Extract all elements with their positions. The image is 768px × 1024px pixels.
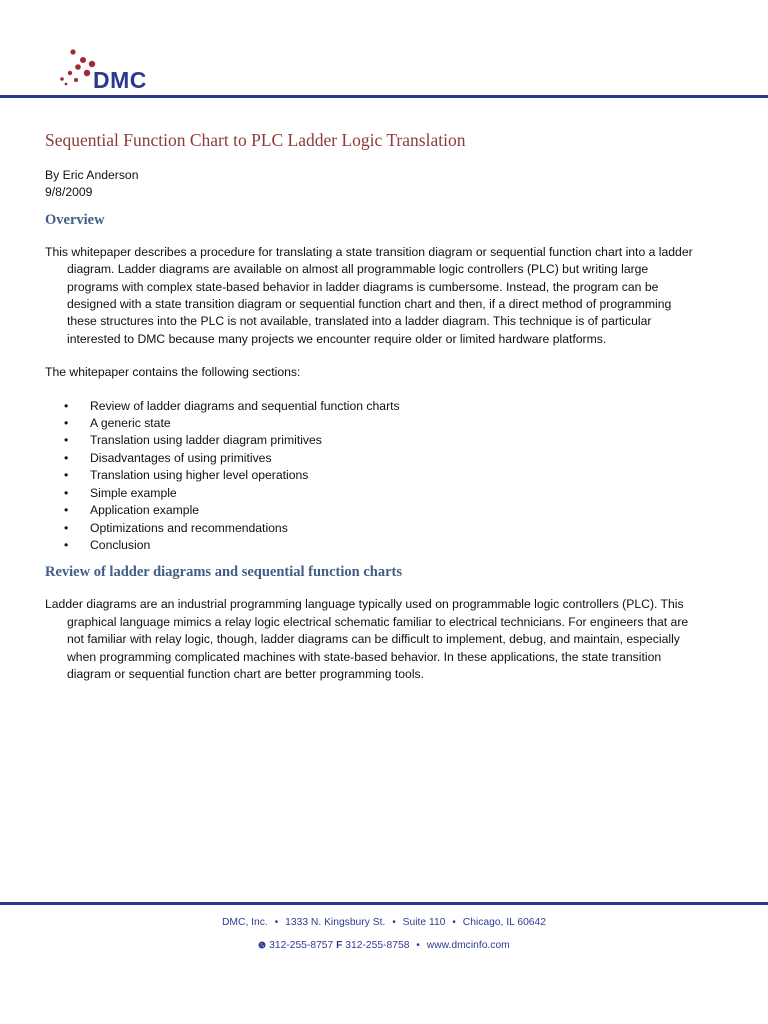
- bullet-icon: •: [64, 537, 69, 552]
- city: Chicago, IL 60642: [462, 917, 546, 928]
- footer-rule: [0, 902, 768, 905]
- separator: •: [392, 917, 396, 928]
- list-item: [45, 467, 695, 484]
- list-item: [45, 485, 695, 502]
- sections-intro: The whitepaper contains the following sections:: [45, 365, 301, 380]
- suite: Suite 110: [402, 917, 446, 928]
- bullet-icon: •: [64, 416, 69, 431]
- dmc-logo: [56, 46, 186, 93]
- separator: •: [452, 917, 456, 928]
- fax-label: F: [336, 940, 343, 951]
- list-item: [45, 432, 695, 449]
- list-item: [45, 398, 695, 415]
- bullet-icon: •: [64, 450, 69, 465]
- phone-number: 312-255-8757: [269, 940, 334, 951]
- bullet-icon: •: [64, 433, 69, 448]
- list-item-text: Application example: [90, 503, 200, 518]
- overview-paragraph: This whitepaper describes a procedure for translating a state transition diagram or sequential function chart into a ladder diagram. Ladder diagrams are available on almost all programmable logic controllers (PLC) but writing large programs with complex state-based behavior in ladder diagrams is cumbersome. Instead, the program can be designed with a state transition diagram or sequential function chart and then, if a direct method of programming these structures into the PLC is not available, translated into a ladder diagram. This technique is of particular interested to DMC because many projects we encounter require older or limited hardware platforms.: [45, 244, 693, 346]
- list-item: [45, 450, 695, 467]
- list-item-text: Translation using higher level operations: [90, 468, 309, 483]
- list-item: [45, 537, 695, 554]
- logo-text: DMC: [93, 67, 147, 93]
- date: 9/8/2009: [45, 185, 93, 200]
- list-item: [45, 520, 695, 537]
- separator: •: [416, 940, 420, 951]
- list-item-text: Optimizations and recommendations: [90, 520, 288, 535]
- bullet-icon: •: [64, 485, 69, 500]
- footer-address-line: [0, 917, 768, 928]
- list-item-text: Simple example: [90, 485, 177, 500]
- section-heading-overview: Overview: [45, 211, 105, 228]
- list-item-text: Translation using ladder diagram primitives: [90, 433, 322, 448]
- bullet-icon: •: [64, 520, 69, 535]
- bullet-icon: •: [64, 503, 69, 518]
- header-rule: [0, 95, 768, 98]
- phone-icon: [258, 941, 266, 949]
- list-item: [45, 502, 695, 519]
- list-item: [45, 415, 695, 432]
- review-paragraph: Ladder diagrams are an industrial programming language typically used on programmable logic controllers (PLC). This graphical language mimics a relay logic electrical schematic familiar to electrical technicians. For engineers that are not familiar with relay logic, though, ladder diagrams can be difficult to implement, debug, and maintain, especially when programming complicated machines with state-based behavior. In these applications, the state transition diagram or sequential function chart are better programming tools.: [45, 597, 689, 681]
- footer-contact-line: [0, 940, 768, 951]
- company-name: DMC, Inc.: [222, 917, 268, 928]
- section-heading-review: Review of ladder diagrams and sequential function charts: [45, 564, 403, 581]
- list-item-text: Conclusion: [90, 537, 151, 552]
- street-address: 1333 N. Kingsbury St.: [285, 917, 386, 928]
- fax-number: 312-255-8758: [345, 940, 410, 951]
- bullet-icon: •: [64, 468, 69, 483]
- website-link[interactable]: www.dmcinfo.com: [426, 940, 510, 951]
- author: By Eric Anderson: [45, 168, 139, 182]
- separator: •: [274, 917, 279, 928]
- sections-list: [45, 398, 695, 555]
- list-item-text: A generic state: [90, 416, 171, 431]
- document-body: [45, 128, 695, 699]
- list-item-text: Disadvantages of using primitives: [90, 450, 272, 465]
- list-item-text: Review of ladder diagrams and sequential function charts: [90, 398, 400, 413]
- document-title: Sequential Function Chart to PLC Ladder Logic Translation: [45, 130, 466, 150]
- bullet-icon: •: [64, 398, 69, 413]
